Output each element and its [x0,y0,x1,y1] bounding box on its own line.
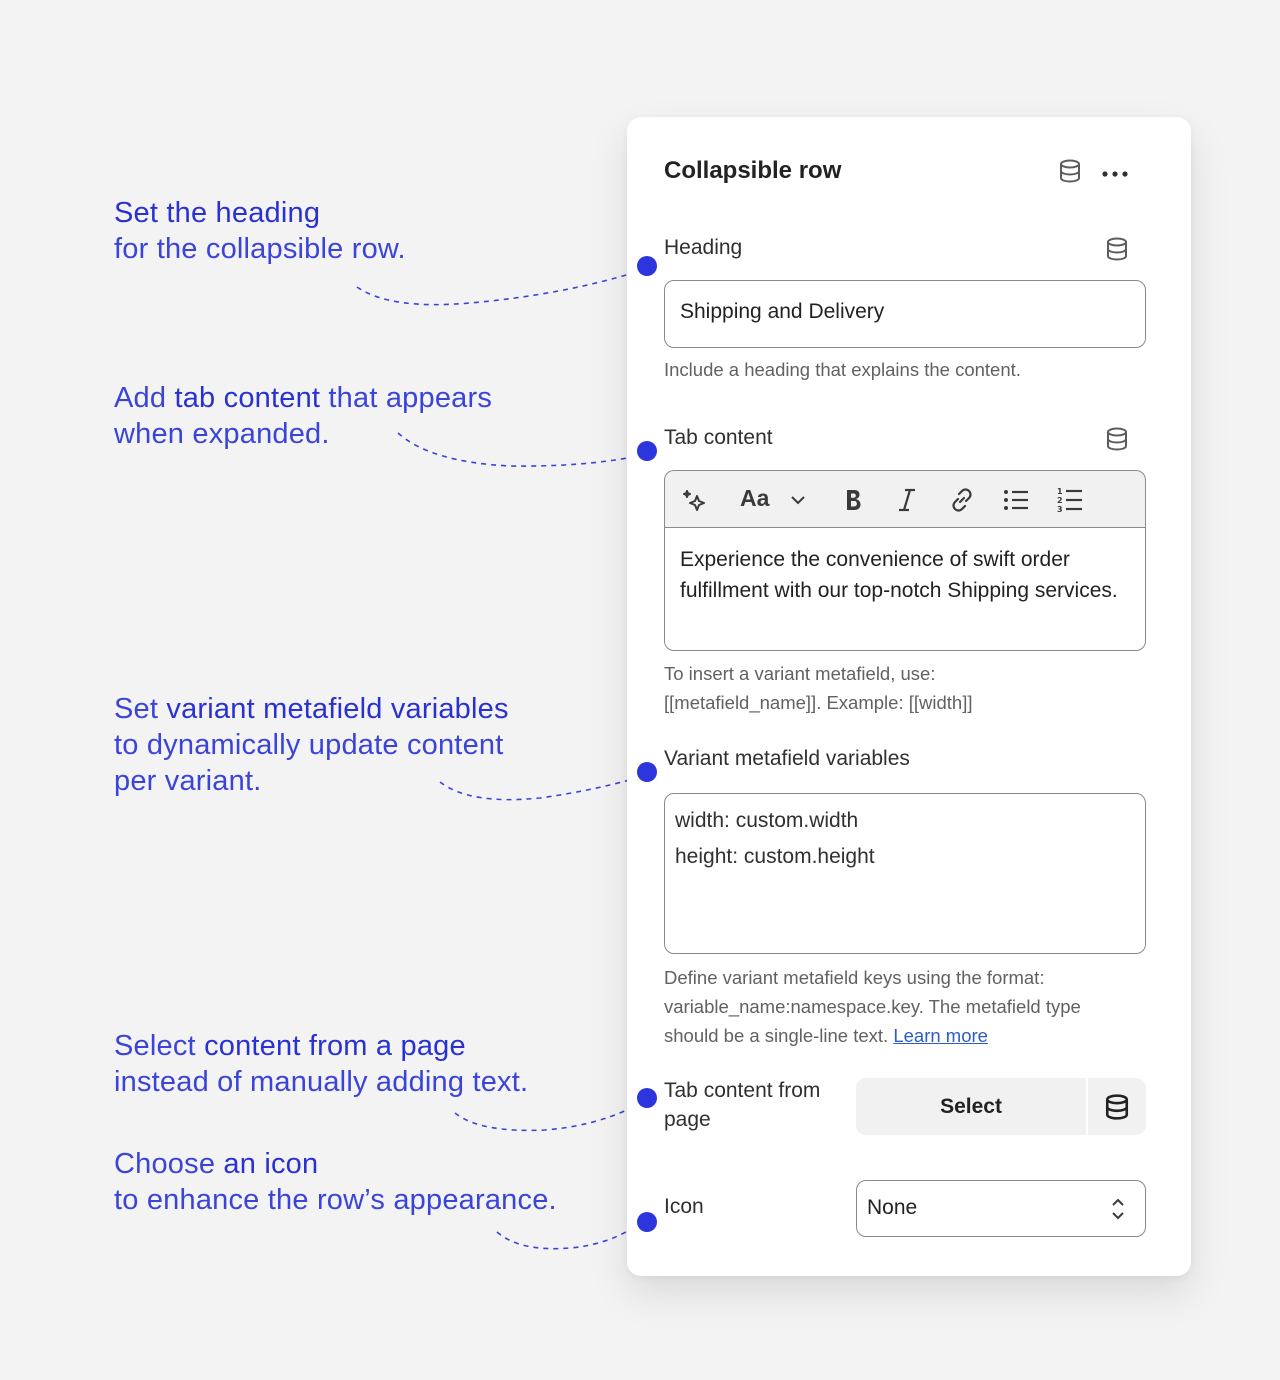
font-format-button[interactable]: Aa [740,485,770,511]
tab-from-page-label-line2: page [664,1108,711,1131]
variant-vars-help-line1: Define variant metafield keys using the format: [664,967,1045,988]
annotation-variant-vars: Set variant metafield variables to dynamically update content per variant. [114,693,509,797]
bold-icon[interactable] [842,487,864,513]
magic-sparkle-icon[interactable] [682,488,710,516]
variant-vars-line2: height: custom.height [675,845,875,868]
svg-text:1: 1 [1057,487,1063,496]
italic-icon[interactable] [896,487,918,513]
icon-select-value: None [867,1196,918,1219]
heading-input[interactable] [664,280,1146,348]
connector-heading [357,273,633,305]
heading-help-text: Include a heading that explains the content. [664,359,1021,380]
variant-vars-help-line2: variable_name:namespace.key. The metafield type [664,996,1081,1017]
variant-vars-help-line3: should be a single-line text. Learn more [664,1025,988,1046]
database-icon[interactable] [1106,237,1128,261]
rich-text-toolbar [664,470,1146,528]
database-icon[interactable] [1059,159,1081,183]
svg-text:3: 3 [1057,505,1063,514]
tab-from-page-label-line1: Tab content from [664,1079,821,1102]
heading-label: Heading [664,236,743,259]
variant-vars-textarea[interactable] [664,793,1146,954]
link-icon[interactable] [948,486,976,514]
annotation-icon: Choose an icon to enhance the row’s appearance. [114,1148,557,1216]
svg-text:2: 2 [1057,496,1063,505]
bullet-list-icon[interactable] [1002,486,1030,514]
annotation-tab-content: Add tab content that appears when expanded. [114,382,493,450]
annotation-heading: Set the heading for the collapsible row. [114,197,406,265]
database-icon [1105,1094,1129,1120]
more-horizontal-icon[interactable] [1101,170,1131,178]
select-page-button[interactable]: Select [856,1078,1086,1135]
tab-content-label: Tab content [664,426,773,449]
annotation-dot-variant-vars [637,762,657,782]
tab-from-page-source-button[interactable] [1088,1078,1146,1135]
learn-more-link[interactable]: Learn more [893,1025,988,1046]
panel-title: Collapsible row [664,157,842,184]
database-icon[interactable] [1106,427,1128,451]
variant-vars-label: Variant metafield variables [664,747,910,770]
tab-content-body: Experience the convenience of swift order fulfillment with our top-notch Shipping services. [680,548,1118,602]
settings-panel [627,117,1191,1276]
annotation-dot-tab-from-page [637,1088,657,1108]
annotation-dot-heading [637,256,657,276]
numbered-list-icon[interactable] [1056,485,1084,515]
annotation-tab-from-page: Select content from a page instead of manually adding text. [114,1030,529,1098]
annotation-dot-icon [637,1212,657,1232]
annotation-dot-tab-content [637,441,657,461]
icon-select[interactable] [856,1180,1146,1237]
connector-icon [497,1228,633,1249]
connector-tab-from-page [455,1107,633,1130]
select-arrows-icon [1109,1196,1127,1222]
variant-vars-line1: width: custom.width [675,809,859,832]
icon-label: Icon [664,1195,704,1218]
chevron-down-icon[interactable] [789,493,807,507]
tab-content-help-line2: [[metafield_name]]. Example: [[width]] [664,692,973,713]
tab-content-editor[interactable] [664,527,1146,651]
heading-input-value: Shipping and Delivery [680,300,885,323]
tab-content-help-line1: To insert a variant metafield, use: [664,663,936,684]
